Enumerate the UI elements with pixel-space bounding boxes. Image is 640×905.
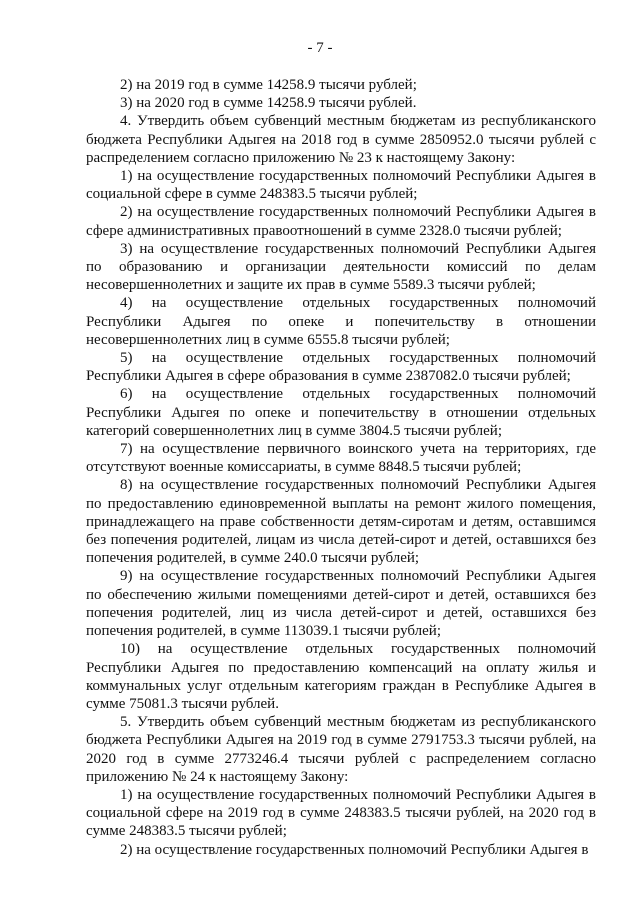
paragraph: 4) на осуществление отдельных государственных полномочий Республики Адыгея по опеке и попечительству в отношении несовершеннолетних лиц в сумме 6555.8 тысячи рублей; xyxy=(86,295,596,348)
paragraph: 8) на осуществление государственных полномочий Республики Адыгея по предоставлению единовременной выплаты на ремонт жилого помещения, принадлежащего на праве собственности детям-сиротам и детям, оставшимся без попечения родителей, лицам из числа детей-сирот и детей, оставшихся без попечения родителей, в сумме 240.0 тысячи рублей; xyxy=(86,477,596,567)
paragraph: 2) на осуществление государственных полномочий Республики Адыгея в сфере административных правоотношений в сумме 2328.0 тысячи рублей; xyxy=(86,204,596,239)
paragraph: 4. Утвердить объем субвенций местным бюджетам из республиканского бюджета Республики Адыгея на 2018 год в сумме 2850952.0 тысячи рублей с распределением согласно приложению № 23 к настоящему Закону: xyxy=(86,113,596,166)
paragraph: 2) на осуществление государственных полномочий Республики Адыгея в xyxy=(120,841,589,858)
document-body xyxy=(86,76,596,859)
paragraph: 3) на осуществление государственных полномочий Республики Адыгея по образованию и организации деятельности комиссий по делам несовершеннолетних и защите их прав в сумме 5589.3 тысячи рублей; xyxy=(86,240,596,294)
paragraph: 5. Утвердить объем субвенций местным бюджетам из республиканского бюджета Республики Адыгея на 2019 год в сумме 2791753.3 тысячи рублей, на 2020 год в сумме 2773246.4 тысячи рублей с распределением согласно приложению № 24 к настоящему Закону: xyxy=(86,714,596,785)
paragraph: 7) на осуществление первичного воинского учета на территориях, где отсутствуют военные комиссариаты, в сумме 8848.5 тысячи рублей; xyxy=(86,441,596,476)
paragraph: 3) на 2020 год в сумме 14258.9 тысячи рублей. xyxy=(120,95,417,112)
paragraph: 1) на осуществление государственных полномочий Республики Адыгея в социальной сфере в сумме 248383.5 тысячи рублей; xyxy=(86,168,596,203)
paragraph: 6) на осуществление отдельных государственных полномочий Республики Адыгея по опеке и попечительству в отношении отдельных категорий совершеннолетних лиц в сумме 3804.5 тысячи рублей; xyxy=(86,386,596,439)
paragraph: 5) на осуществление отдельных государственных полномочий Республики Адыгея в сфере образования в сумме 2387082.0 тысячи рублей; xyxy=(86,350,596,385)
paragraph: 1) на осуществление государственных полномочий Республики Адыгея в социальной сфере на 2019 год в сумме 248383.5 тысячи рублей, на 2020 год в сумме 248383.5 тысячи рублей; xyxy=(86,786,596,840)
paragraph: 10) на осуществление отдельных государственных полномочий Республики Адыгея по предоставлению компенсаций на оплату жилья и коммунальных услуг отдельным категориям граждан в Республике Адыгея в сумме 75081.3 тысячи рублей. xyxy=(86,641,596,712)
page-number: - 7 - xyxy=(307,40,333,56)
paragraph: 9) на осуществление государственных полномочий Республики Адыгея по обеспечению жилыми помещениями детей-сирот и детей, оставшихся без попечения родителей, лиц из числа детей-сирот и детей, оставшихся без попечения родителей, в сумме 113039.1 тысячи рублей; xyxy=(86,568,596,640)
paragraph: 2) на 2019 год в сумме 14258.9 тысячи рублей; xyxy=(120,77,417,93)
